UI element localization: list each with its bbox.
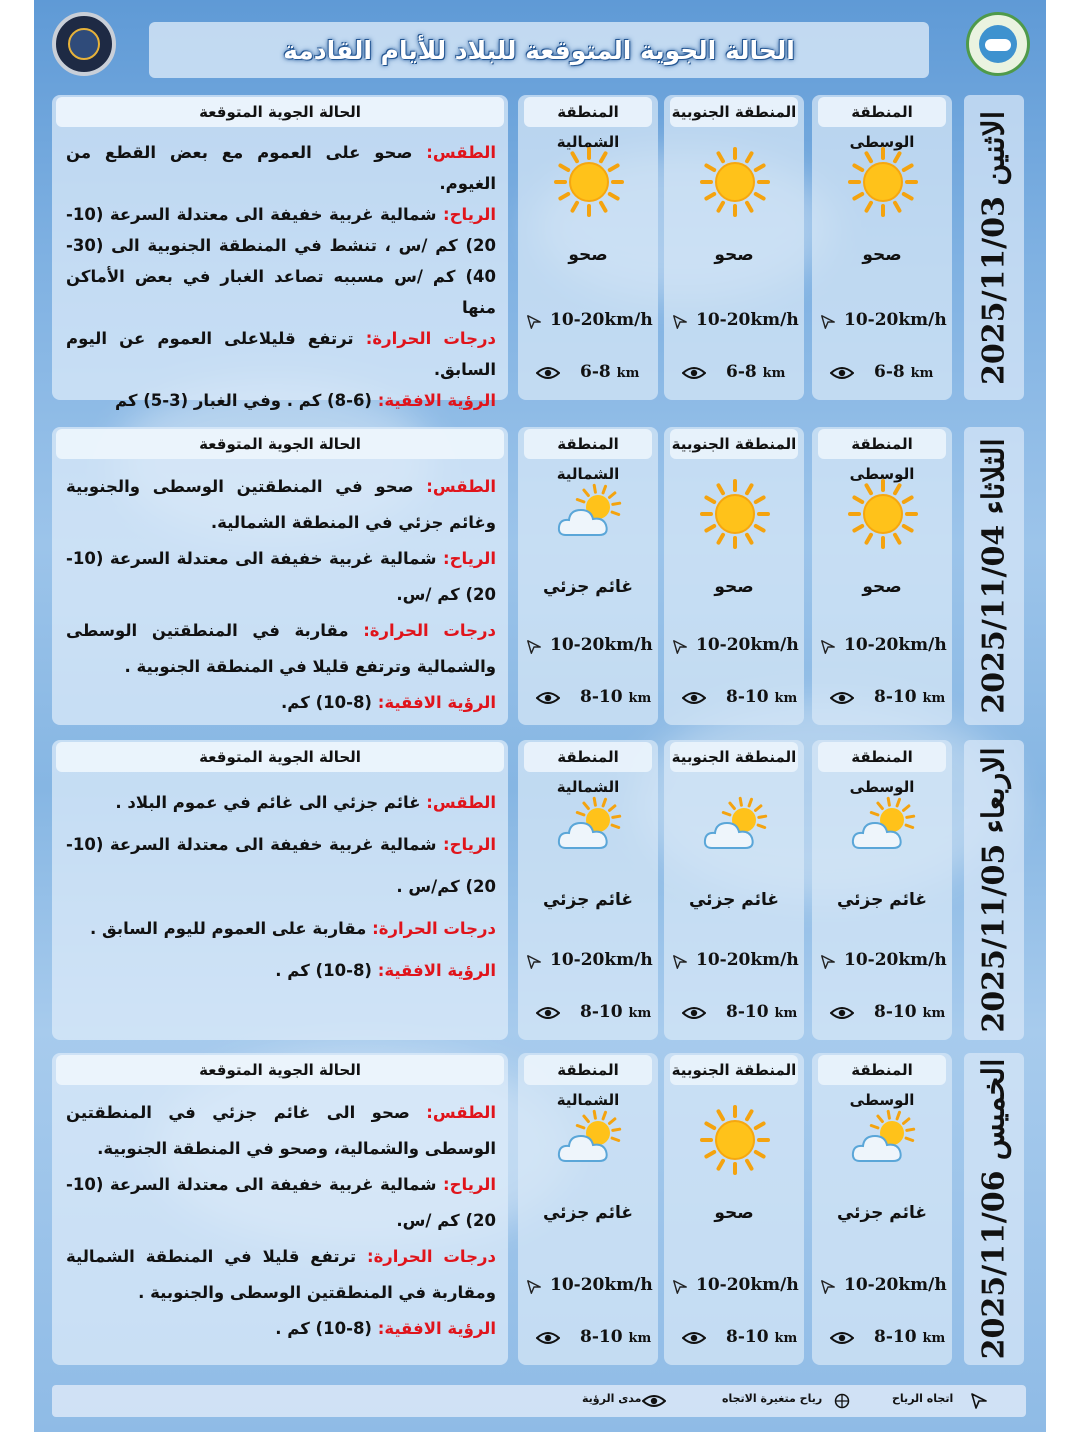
partly-cloudy-icon xyxy=(554,792,624,862)
sun-icon xyxy=(700,1105,770,1175)
forecast-weather xyxy=(66,1095,496,1167)
forecast-label-wind: الرياح: xyxy=(443,549,497,568)
region-card xyxy=(518,740,658,1040)
forecast-value-visibility: (8-10) كم . xyxy=(275,961,372,980)
forecast-value-wind: شمالية غربية خفيفة الى معتدلة السرعة (10-20) كم /س. xyxy=(66,1175,496,1230)
region-card xyxy=(518,427,658,725)
legend-visibility-label: مدى الرؤية xyxy=(582,1392,642,1405)
region-card xyxy=(664,740,804,1040)
forecast-value-weather: صحو في المنطقتين الوسطى والجنوبية وغائم جزئي في المنطقة الشمالية. xyxy=(66,477,496,532)
wind-direction-icon xyxy=(526,954,542,970)
forecast-value-temperature: مقاربة في المنطقتين الوسطى والشمالية وترتفع قليلا في المنطقة الجنوبية . xyxy=(66,621,496,676)
forecast-page xyxy=(34,0,1046,1432)
region-wind xyxy=(522,1275,654,1301)
visibility-range: 8-10 xyxy=(874,1002,917,1022)
region-visibility-value xyxy=(580,362,639,382)
forecast-header: الحالة الجوية المتوقعة xyxy=(56,1055,504,1085)
visibility-unit: km xyxy=(910,366,934,381)
forecast-value-wind: شمالية غربية خفيفة الى معتدلة السرعة (10-20) كم /س ، تنشط في المنطقة الجنوبية الى (30-40) كم /س مسببه تصاعد الغبار في بعض الأماكن منها xyxy=(66,205,496,317)
region-wind-speed: 10-20km/h xyxy=(696,310,799,330)
wind-direction-icon xyxy=(820,314,836,330)
region-visibility xyxy=(522,1327,654,1353)
region-visibility xyxy=(668,1002,800,1028)
wind-direction-icon xyxy=(526,314,542,330)
wind-direction-icon xyxy=(672,314,688,330)
eye-icon xyxy=(682,365,706,381)
region-visibility-value xyxy=(726,1002,797,1022)
region-visibility-value xyxy=(874,362,933,382)
eye-icon xyxy=(830,1330,854,1346)
legend xyxy=(52,1385,1026,1417)
region-wind-speed: 10-20km/h xyxy=(844,635,947,655)
region-card xyxy=(812,740,952,1040)
forecast-visibility xyxy=(66,950,496,992)
forecast-text xyxy=(66,1095,496,1347)
forecast-label-weather: الطقس: xyxy=(426,143,496,162)
visibility-unit: km xyxy=(774,1331,798,1346)
forecast-panel xyxy=(52,95,508,410)
region-visibility-value xyxy=(726,1327,797,1347)
region-name: المنطقة الوسطى xyxy=(818,742,946,772)
partly-cloudy-icon xyxy=(848,792,918,862)
region-wind-speed: 10-20km/h xyxy=(844,310,947,330)
visibility-range: 8-10 xyxy=(874,1327,917,1347)
forecast-text xyxy=(66,469,496,721)
forecast-value-visibility: (8-10) كم. xyxy=(281,693,372,712)
region-card xyxy=(812,1053,952,1365)
forecast-temperature xyxy=(66,323,496,385)
eye-icon xyxy=(682,1005,706,1021)
region-name: المنطقة الجنوبية xyxy=(670,1055,798,1085)
region-name: المنطقة الوسطى xyxy=(818,1055,946,1085)
eye-icon xyxy=(536,1005,560,1021)
region-visibility xyxy=(816,1002,948,1028)
partly-cloudy-icon xyxy=(554,479,624,549)
region-name: المنطقة الشمالية xyxy=(524,742,652,772)
visibility-range: 6-8 xyxy=(726,362,757,382)
region-visibility-value xyxy=(580,1002,651,1022)
region-visibility xyxy=(816,362,948,388)
forecast-label-visibility: الرؤية الافقية: xyxy=(377,961,496,980)
region-wind-speed: 10-20km/h xyxy=(696,635,799,655)
sun-icon xyxy=(848,147,918,217)
region-wind xyxy=(522,310,654,336)
page-title-bar xyxy=(149,22,929,78)
region-wind-speed: 10-20km/h xyxy=(550,635,653,655)
visibility-unit: km xyxy=(922,691,946,706)
region-wind xyxy=(816,635,948,661)
region-wind-speed: 10-20km/h xyxy=(550,1275,653,1295)
wind-direction-icon xyxy=(526,1279,542,1295)
wind-direction-icon xyxy=(970,1392,988,1410)
forecast-header: الحالة الجوية المتوقعة xyxy=(56,742,504,772)
forecast-wind xyxy=(66,824,496,908)
visibility-unit: km xyxy=(616,366,640,381)
forecast-label-wind: الرياح: xyxy=(443,835,497,854)
region-visibility xyxy=(816,687,948,713)
wind-direction-icon xyxy=(820,639,836,655)
forecast-label-weather: الطقس: xyxy=(426,1103,496,1122)
region-wind xyxy=(816,950,948,976)
visibility-range: 8-10 xyxy=(874,687,917,707)
region-wind-speed: 10-20km/h xyxy=(550,310,653,330)
forecast-value-weather: صحو الى غائم جزئي في المنطقتين الوسطى والشمالية، وصحو في المنطقة الجنوبية. xyxy=(66,1103,496,1158)
region-condition: غائم جزئي xyxy=(688,890,780,910)
forecast-text xyxy=(66,137,496,416)
wind-direction-icon xyxy=(526,639,542,655)
visibility-range: 8-10 xyxy=(580,1002,623,1022)
forecast-label-temperature: درجات الحرارة: xyxy=(363,621,496,640)
visibility-unit: km xyxy=(628,1006,652,1021)
region-wind xyxy=(816,1275,948,1301)
wind-direction-icon xyxy=(820,1279,836,1295)
visibility-unit: km xyxy=(628,691,652,706)
region-visibility-value xyxy=(874,1327,945,1347)
forecast-visibility xyxy=(66,1311,496,1347)
forecast-label-temperature: درجات الحرارة: xyxy=(365,329,496,348)
region-wind xyxy=(522,635,654,661)
forecast-header: الحالة الجوية المتوقعة xyxy=(56,429,504,459)
forecast-header: الحالة الجوية المتوقعة xyxy=(56,97,504,127)
region-name: المنطقة الشمالية xyxy=(524,97,652,127)
region-name: المنطقة الوسطى xyxy=(818,97,946,127)
forecast-value-wind: شمالية غربية خفيفة الى معتدلة السرعة (10-20) كم /س. xyxy=(66,549,496,604)
logo-emblem xyxy=(52,12,116,76)
partly-cloudy-icon xyxy=(700,792,770,862)
region-visibility xyxy=(522,1002,654,1028)
region-name: المنطقة الوسطى xyxy=(818,429,946,459)
region-name: المنطقة الشمالية xyxy=(524,1055,652,1085)
meteorology-logo xyxy=(966,12,1030,76)
forecast-temperature xyxy=(66,908,496,950)
region-card xyxy=(664,1053,804,1365)
day-date-label: الخميس 2025/11/06 xyxy=(976,1058,1012,1360)
region-condition: صحو xyxy=(714,577,754,597)
eye-icon xyxy=(536,1330,560,1346)
visibility-unit: km xyxy=(774,691,798,706)
region-wind xyxy=(668,635,800,661)
eye-icon xyxy=(536,690,560,706)
region-visibility xyxy=(522,362,654,388)
visibility-unit: km xyxy=(922,1331,946,1346)
region-wind-speed: 10-20km/h xyxy=(844,950,947,970)
partly-cloudy-icon xyxy=(848,1105,918,1175)
variable-wind-icon xyxy=(834,1393,850,1409)
region-card xyxy=(812,427,952,725)
region-visibility-value xyxy=(580,687,651,707)
region-condition: غائم جزئي xyxy=(542,890,634,910)
forecast-wind xyxy=(66,1167,496,1239)
sun-icon xyxy=(554,147,624,217)
legend-wind-direction-label: اتجاه الرياح xyxy=(892,1392,954,1405)
forecast-value-weather: صحو على العموم مع بعض القطع من الغيوم. xyxy=(66,143,496,193)
region-name: المنطقة الشمالية xyxy=(524,429,652,459)
eye-icon xyxy=(830,690,854,706)
forecast-visibility xyxy=(66,385,496,416)
forecast-text xyxy=(66,782,496,992)
wind-direction-icon xyxy=(672,1279,688,1295)
region-name: المنطقة الجنوبية xyxy=(670,742,798,772)
forecast-value-wind: شمالية غربية خفيفة الى معتدلة السرعة (10-20) كم/س . xyxy=(66,835,496,896)
visibility-range: 6-8 xyxy=(580,362,611,382)
visibility-unit: km xyxy=(922,1006,946,1021)
forecast-panel xyxy=(52,740,508,1040)
forecast-label-visibility: الرؤية الافقية: xyxy=(377,391,496,410)
region-condition: غائم جزئي xyxy=(542,577,634,597)
eye-icon xyxy=(642,1394,666,1408)
forecast-value-visibility: (6-8) كم . وفي الغبار (3-5) كم xyxy=(114,391,372,410)
visibility-range: 6-8 xyxy=(874,362,905,382)
eye-icon xyxy=(536,365,560,381)
legend-variable-wind-label: رياح متغيرة الاتجاه xyxy=(722,1392,823,1405)
forecast-label-temperature: درجات الحرارة: xyxy=(372,919,496,938)
region-condition: غائم جزئي xyxy=(836,1203,928,1223)
forecast-temperature xyxy=(66,613,496,685)
region-wind-speed: 10-20km/h xyxy=(550,950,653,970)
region-card xyxy=(518,95,658,400)
wind-direction-icon xyxy=(672,954,688,970)
visibility-range: 8-10 xyxy=(726,687,769,707)
visibility-range: 8-10 xyxy=(580,687,623,707)
forecast-label-weather: الطقس: xyxy=(426,477,497,496)
forecast-value-weather: غائم جزئي الى غائم في عموم البلاد . xyxy=(115,793,421,812)
region-visibility xyxy=(522,687,654,713)
sun-icon xyxy=(700,147,770,217)
region-visibility-value xyxy=(874,1002,945,1022)
day-label-column xyxy=(964,740,1024,1040)
forecast-temperature xyxy=(66,1239,496,1311)
forecast-wind xyxy=(66,199,496,323)
forecast-visibility xyxy=(66,685,496,721)
region-wind xyxy=(522,950,654,976)
region-visibility-value xyxy=(580,1327,651,1347)
eye-icon xyxy=(830,365,854,381)
forecast-panel xyxy=(52,427,508,725)
forecast-weather xyxy=(66,469,496,541)
region-condition: غائم جزئي xyxy=(542,1203,634,1223)
region-visibility-value xyxy=(874,687,945,707)
region-visibility xyxy=(668,1327,800,1353)
region-card xyxy=(812,95,952,400)
forecast-label-visibility: الرؤية الافقية: xyxy=(377,693,496,712)
partly-cloudy-icon xyxy=(554,1105,624,1175)
region-condition: صحو xyxy=(862,245,902,265)
forecast-label-wind: الرياح: xyxy=(443,1175,497,1194)
region-condition: صحو xyxy=(862,577,902,597)
region-wind xyxy=(816,310,948,336)
region-condition: صحو xyxy=(714,245,754,265)
visibility-range: 8-10 xyxy=(726,1002,769,1022)
day-date-label: الثلاثاء 2025/11/04 xyxy=(976,438,1012,714)
region-visibility xyxy=(816,1327,948,1353)
forecast-value-temperature: مقاربة على العموم لليوم السابق . xyxy=(90,919,367,938)
forecast-value-temperature: ترتفع قليلاعلى العموم عن اليوم السابق. xyxy=(66,329,496,379)
eye-icon xyxy=(682,690,706,706)
forecast-label-visibility: الرؤية الافقية: xyxy=(377,1319,496,1338)
region-condition: صحو xyxy=(568,245,608,265)
day-date-label: الاربعاء 2025/11/05 xyxy=(976,747,1012,1033)
forecast-panel xyxy=(52,1053,508,1365)
day-date-label: الاثنين 2025/11/03 xyxy=(976,110,1012,385)
forecast-weather xyxy=(66,782,496,824)
visibility-range: 8-10 xyxy=(580,1327,623,1347)
eye-icon xyxy=(682,1330,706,1346)
visibility-range: 8-10 xyxy=(726,1327,769,1347)
sun-icon xyxy=(700,479,770,549)
forecast-label-weather: الطقس: xyxy=(426,793,496,812)
visibility-unit: km xyxy=(762,366,786,381)
forecast-weather xyxy=(66,137,496,199)
region-wind xyxy=(668,310,800,336)
region-wind-speed: 10-20km/h xyxy=(844,1275,947,1295)
region-wind-speed: 10-20km/h xyxy=(696,950,799,970)
wind-direction-icon xyxy=(672,639,688,655)
forecast-label-temperature: درجات الحرارة: xyxy=(366,1247,496,1266)
region-wind xyxy=(668,1275,800,1301)
wind-direction-icon xyxy=(820,954,836,970)
day-label-column xyxy=(964,427,1024,725)
region-visibility xyxy=(668,687,800,713)
day-label-column xyxy=(964,1053,1024,1365)
sun-icon xyxy=(848,479,918,549)
visibility-unit: km xyxy=(774,1006,798,1021)
forecast-label-wind: الرياح: xyxy=(443,205,497,224)
region-card xyxy=(518,1053,658,1365)
region-card xyxy=(664,95,804,400)
region-visibility-value xyxy=(726,687,797,707)
day-label-column xyxy=(964,95,1024,400)
region-condition: صحو xyxy=(714,1203,754,1223)
region-card xyxy=(664,427,804,725)
forecast-value-temperature: ترتفع قليلا في المنطقة الشمالية ومقاربة في المنطقتين الوسطى والجنوبية . xyxy=(66,1247,496,1302)
eye-icon xyxy=(830,1005,854,1021)
region-visibility-value xyxy=(726,362,785,382)
visibility-unit: km xyxy=(628,1331,652,1346)
region-wind-speed: 10-20km/h xyxy=(696,1275,799,1295)
region-condition: غائم جزئي xyxy=(836,890,928,910)
region-wind xyxy=(668,950,800,976)
region-name: المنطقة الجنوبية xyxy=(670,97,798,127)
region-visibility xyxy=(668,362,800,388)
forecast-wind xyxy=(66,541,496,613)
forecast-value-visibility: (8-10) كم . xyxy=(275,1319,372,1338)
region-name: المنطقة الجنوبية xyxy=(670,429,798,459)
page-title: الحالة الجوية المتوقعة للبلاد للأيام القادمة xyxy=(283,35,795,65)
